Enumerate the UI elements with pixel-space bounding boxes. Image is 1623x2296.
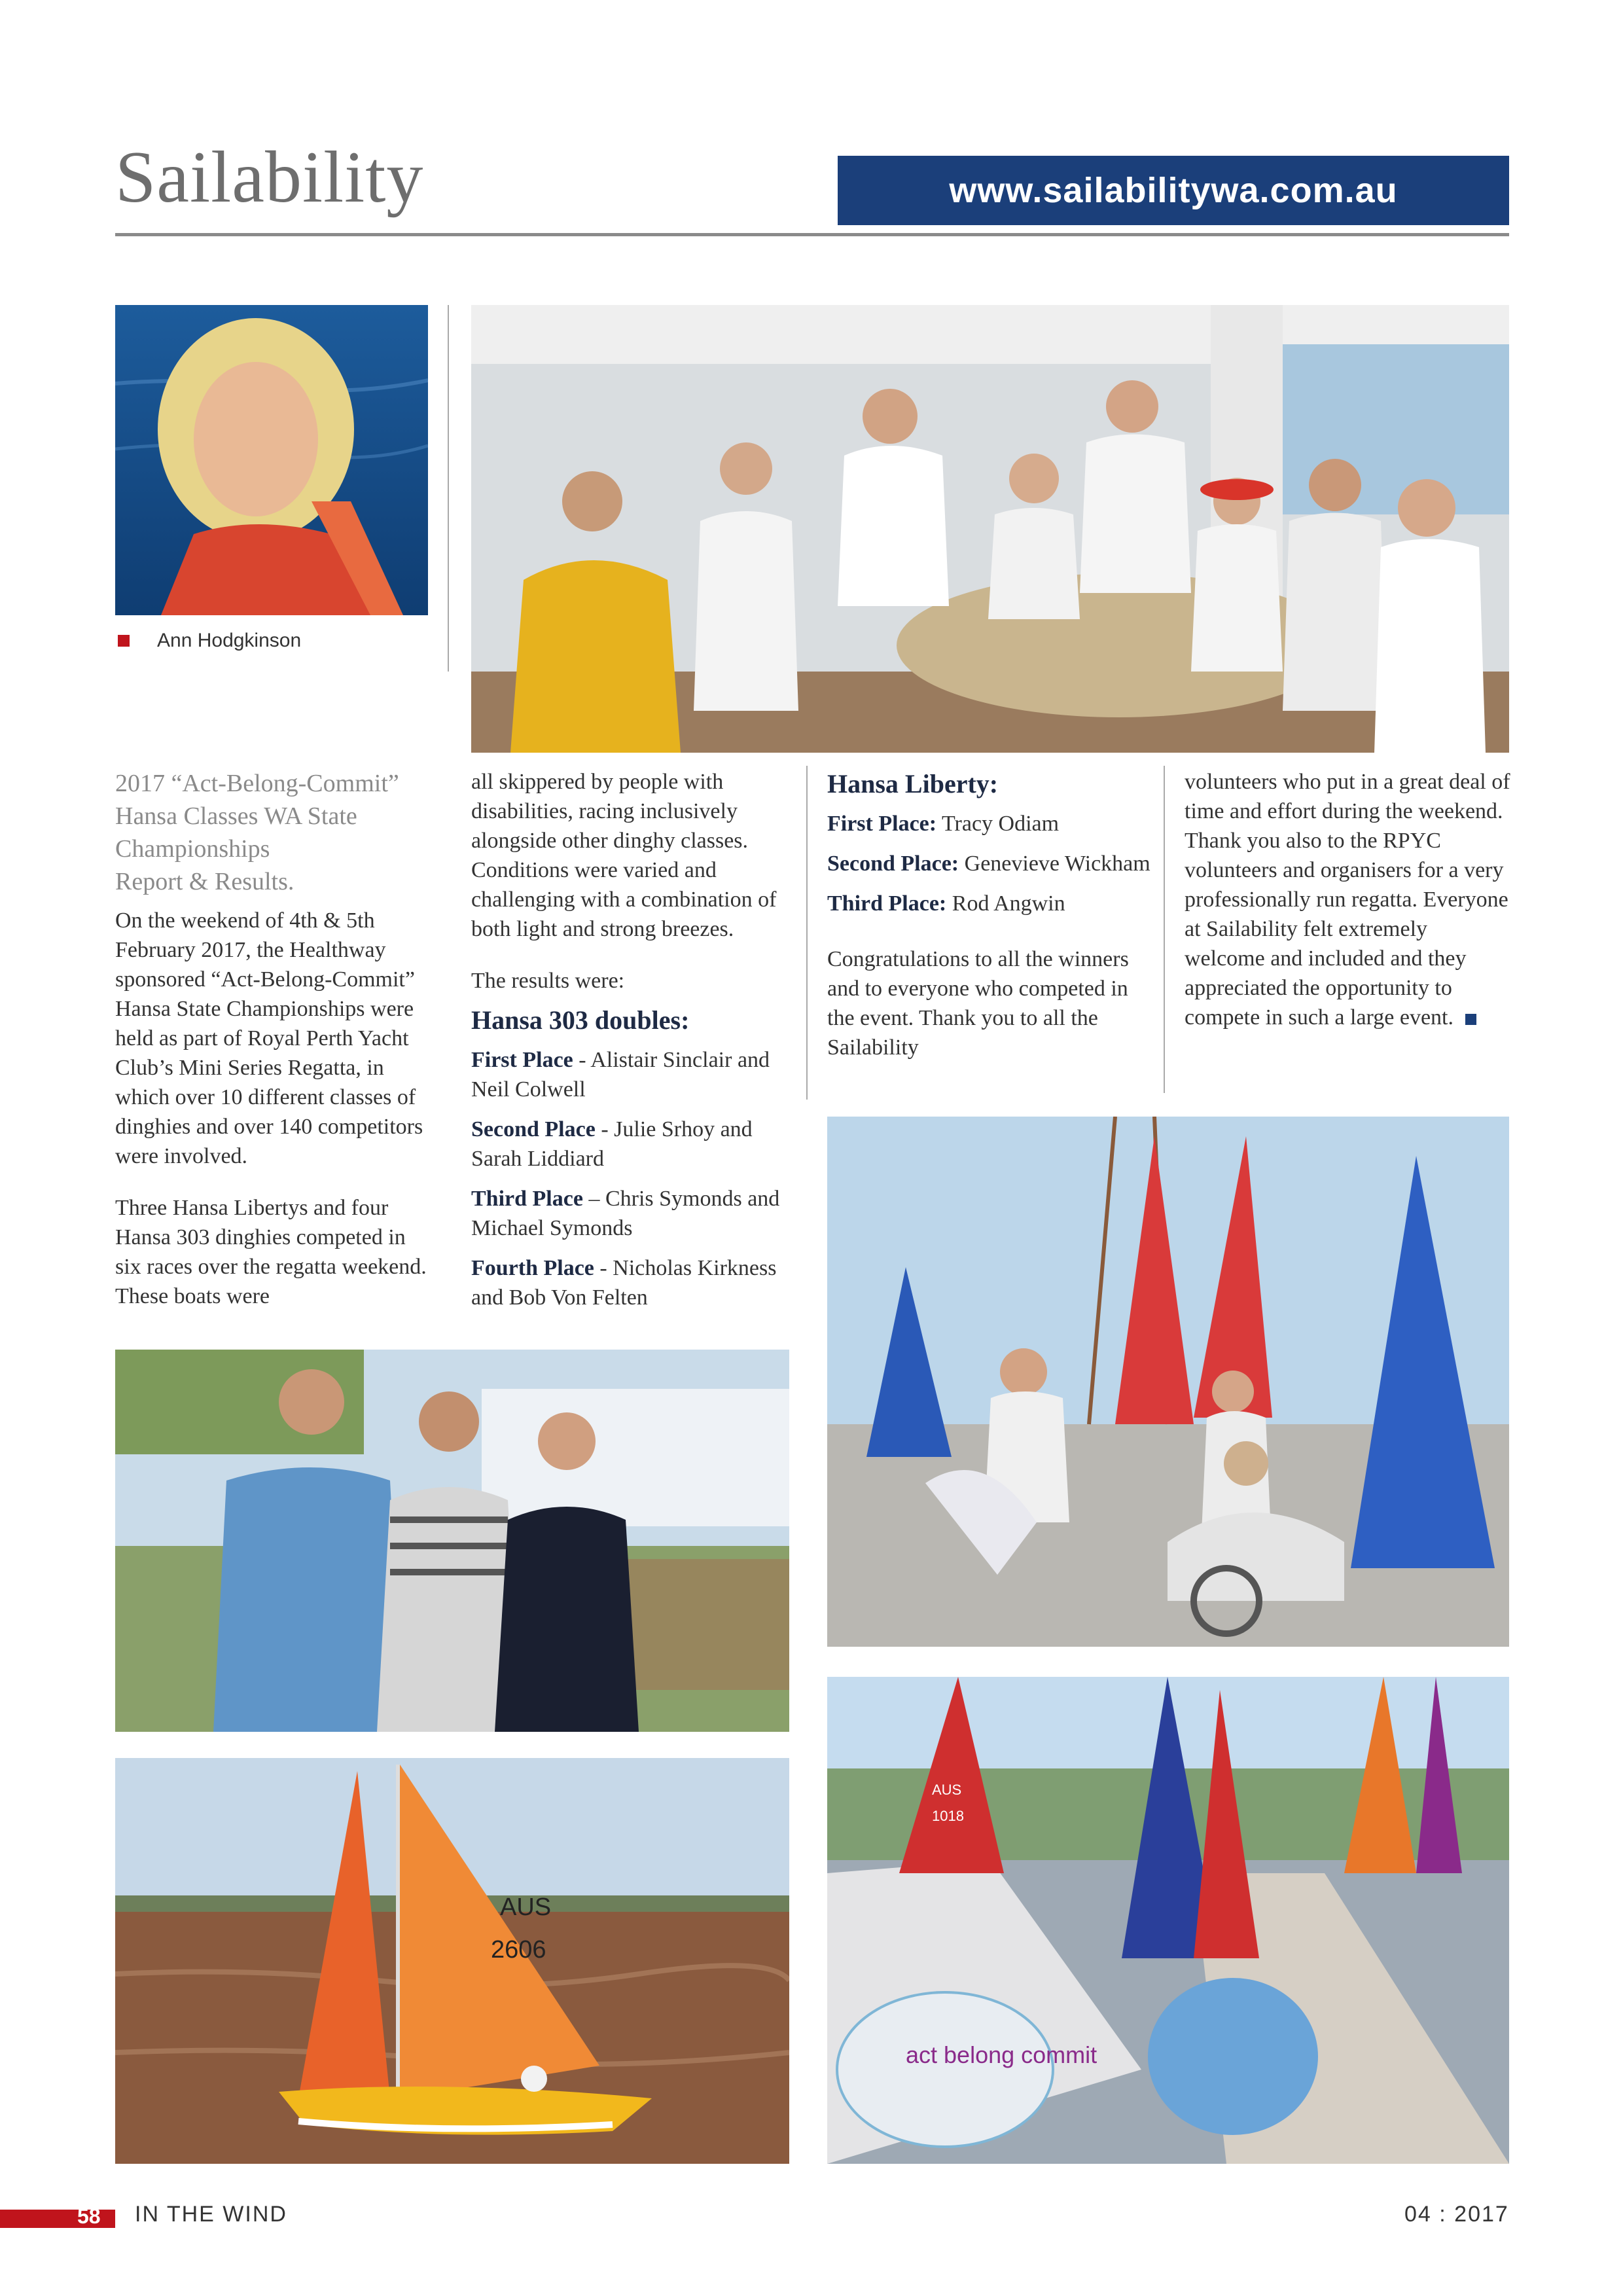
result-item: First Place - Alistair Sinclair and Neil Colwell xyxy=(471,1048,770,1102)
result-names: Tracy Odiam xyxy=(941,812,1060,836)
article-title-line: 2017 “Act-Belong-Commit” xyxy=(115,770,399,797)
result-names: Alistair Sinclair and Neil Colwell xyxy=(471,1048,770,1102)
result-item xyxy=(827,889,1154,918)
result-item: Third Place – Chris Symonds and Michael Symonds xyxy=(471,1187,780,1240)
article-column-2 xyxy=(471,767,792,1323)
caption-text: Ann Hodgkinson xyxy=(157,630,302,651)
page-number: 58 xyxy=(77,2204,101,2228)
result-names: Rod Angwin xyxy=(952,891,1065,916)
article-column-3 xyxy=(827,767,1154,1085)
dock-photo xyxy=(827,1117,1509,1647)
article-column-1 xyxy=(115,767,429,1333)
result-place: Third Place: xyxy=(827,891,947,916)
article-title-line: Hansa Classes WA State xyxy=(115,802,357,830)
article-paragraph xyxy=(1185,767,1512,1032)
end-mark xyxy=(1465,1014,1476,1025)
website-url-banner[interactable] xyxy=(838,156,1509,225)
result-place: Second Place: xyxy=(827,852,959,876)
result-item xyxy=(827,809,1154,838)
pier-photo xyxy=(827,1677,1509,2164)
article-title xyxy=(115,767,429,898)
column-rule xyxy=(806,766,808,1100)
orange-sail-photo xyxy=(115,1758,789,2164)
column-rule xyxy=(448,305,449,672)
result-names: Nicholas Kirkness and Bob Von Felten xyxy=(471,1256,777,1310)
hansa-303-heading: Hansa 303 doubles: xyxy=(471,1005,690,1035)
portrait-photo xyxy=(115,305,428,615)
article-paragraph: Three Hansa Libertys and four Hansa 303 dinghies competed in six races over the regatta weekend. These boats were xyxy=(115,1196,427,1308)
section-title: Sailability xyxy=(115,137,424,218)
result-names: Chris Symonds and Michael Symonds xyxy=(471,1187,780,1240)
article-paragraph: On the weekend of 4th & 5th February 2017, the Healthway sponsored “Act-Belong-Commit” Hansa State Championships were held as part of Royal Perth Yacht Club’s Mini Series Regatta, in which over 10 different classes of dinghies and over 140 competitors were involved. xyxy=(115,908,423,1168)
banner-text: act belong commit xyxy=(906,2041,1097,2068)
sail-number-text: 2606 xyxy=(491,1936,546,1964)
article-paragraph: Congratulations to all the winners and to everyone who competed in the event. Thank you to all the Sailability xyxy=(827,947,1129,1060)
article-title-line: Report & Results. xyxy=(115,868,294,895)
column-rule xyxy=(1164,766,1165,1093)
result-names: Julie Srhoy and Sarah Liddiard xyxy=(471,1117,753,1171)
closing-text: volunteers who put in a great deal of time and effort during the weekend. Thank you also to the RPYC volunteers and organisers for a very professionally run regatta. Everyone at Sailability felt extremely welcome and included and they appreciated the opportunity to compete in such a large event. xyxy=(1185,770,1510,1030)
result-names: Genevieve Wickham xyxy=(964,852,1150,876)
article-column-4 xyxy=(1185,767,1512,1054)
pier-sail-text: 1018 xyxy=(932,1808,964,1824)
issue-date: 04 : 2017 xyxy=(1404,2202,1509,2227)
results-intro: The results were: xyxy=(471,969,625,993)
result-place: Second Place xyxy=(471,1117,596,1141)
article-title-line: Championships xyxy=(115,835,270,863)
pier-sail-text: AUS xyxy=(932,1782,962,1798)
article-paragraph: all skippered by people with disabilities, racing inclusively alongside other dinghy classes. Conditions were varied and challenging with a combination of both light and strong breezes. xyxy=(471,770,777,941)
result-place: First Place: xyxy=(827,812,937,836)
result-item xyxy=(827,849,1154,878)
group-photo xyxy=(471,305,1509,753)
sail-number-text: AUS xyxy=(500,1893,552,1921)
website-url[interactable]: www.sailabilitywa.com.au xyxy=(949,171,1398,210)
result-place: Fourth Place xyxy=(471,1256,594,1280)
result-item: Second Place - Julie Srhoy and Sarah Liddiard xyxy=(471,1117,753,1171)
portrait-caption xyxy=(118,630,301,652)
result-place: Third Place xyxy=(471,1187,583,1211)
hansa-liberty-heading: Hansa Liberty: xyxy=(827,769,999,798)
header-divider xyxy=(115,233,1509,236)
result-item: Fourth Place - Nicholas Kirkness and Bob Von Felten xyxy=(471,1256,777,1310)
caption-marker xyxy=(118,635,130,647)
winners-photo xyxy=(115,1350,789,1732)
result-place: First Place xyxy=(471,1048,573,1072)
magazine-name: IN THE WIND xyxy=(135,2202,287,2227)
